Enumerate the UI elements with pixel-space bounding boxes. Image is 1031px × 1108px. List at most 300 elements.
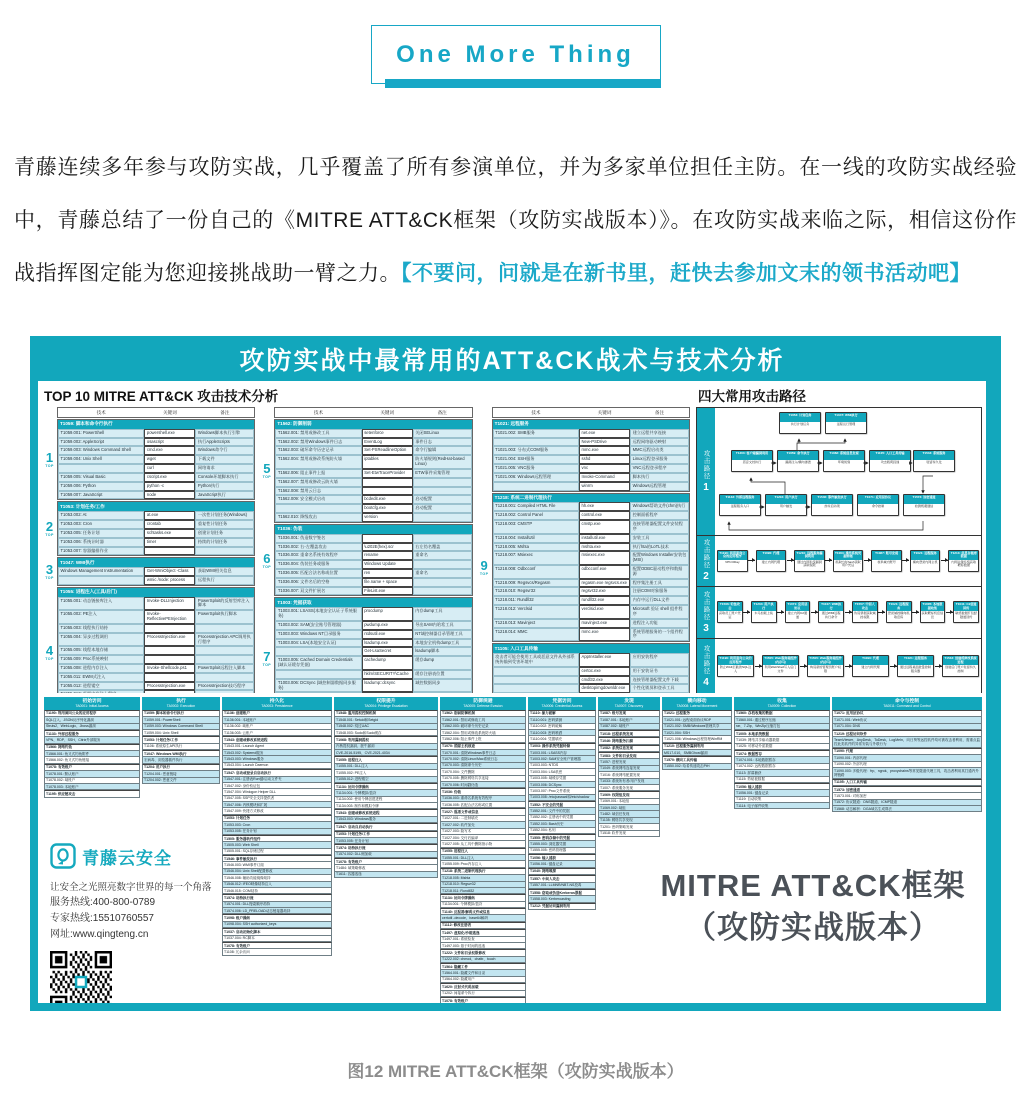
keyword-cell: version bbox=[362, 513, 413, 522]
keyword-cell: net.exe bbox=[579, 429, 630, 438]
matrix-cell: rar、7-Zip、WinZip压缩打包 bbox=[734, 724, 830, 730]
technique-cell: T1562.007: 禁用或修改云防火墙 bbox=[275, 478, 361, 487]
matrix-cell: T1560.001: 通过程序压缩 bbox=[734, 717, 830, 723]
technique-band: T1047: WMI执行 bbox=[58, 558, 254, 567]
technique-cell: T1562.006: 阻止事件上报 bbox=[275, 469, 361, 478]
top10-header-row bbox=[57, 407, 255, 418]
matrix-cell: T1090.002: 外部代理 bbox=[832, 762, 982, 768]
figure-caption: 图12 MITRE ATT&CK框架（攻防实战版本） bbox=[347, 1062, 684, 1081]
technique-row bbox=[58, 597, 254, 611]
keyword-cell: Set-PSReadlineOption bbox=[362, 446, 413, 455]
attack-path-tab bbox=[697, 639, 715, 693]
matrix-column bbox=[440, 697, 526, 1003]
top10-section-block bbox=[477, 419, 690, 492]
note-cell: 连接管理器配置文件下载 bbox=[630, 676, 689, 685]
matrix-column bbox=[662, 697, 732, 1003]
matrix-cell: T1505.001: SQL存储过程 bbox=[222, 849, 332, 855]
path-step-header: T1505: Web服务端组件(内存马) bbox=[764, 656, 797, 664]
matrix-cell: T1204.002: 恶意文件 bbox=[142, 778, 220, 784]
matrix-cell: T1204.001: 恶意链接 bbox=[142, 771, 220, 777]
path-step-box bbox=[785, 601, 811, 623]
top10-section-block bbox=[42, 587, 255, 693]
matrix-cell: T1564.002: 隐藏用户 bbox=[440, 977, 526, 983]
top10-header-cell: 技术 bbox=[96, 409, 106, 415]
keyword-cell: odbcconf.exe bbox=[579, 565, 630, 579]
top10-section-block bbox=[42, 419, 255, 500]
matrix-cell: T1552.003: Bash历史 bbox=[528, 821, 596, 827]
technique-band: T1218: 系统二进制代理执行 bbox=[493, 494, 689, 503]
flow-arrow bbox=[748, 560, 755, 561]
tactic-name-zh: 执行 bbox=[176, 698, 186, 704]
keyword-cell: node bbox=[144, 491, 195, 500]
technique-row bbox=[58, 520, 254, 529]
technique-row bbox=[493, 619, 689, 628]
tactic-name-zh: 收集 bbox=[777, 698, 787, 704]
technique-row bbox=[275, 656, 471, 670]
attack-path-content bbox=[715, 587, 981, 637]
path-step-body: 检测规避通信 bbox=[914, 504, 934, 508]
matrix-cell: CVE-2016-5195、CVE-2021-4034 bbox=[334, 750, 438, 756]
keyword-cell: regasm.exe regsvcs.exe bbox=[579, 579, 630, 588]
keyword-cell: Invoke-DLLInjection bbox=[144, 597, 195, 611]
technique-table bbox=[57, 557, 255, 585]
matrix-cell: T1049: 系统网络连接发现 bbox=[598, 766, 660, 772]
top10-column bbox=[259, 407, 472, 693]
matrix-cell: T1562: 削弱防御机制 bbox=[440, 710, 526, 717]
technique-row bbox=[58, 664, 254, 673]
matrix-cell: T1082: 系统信息发现 bbox=[598, 745, 660, 752]
path-step-body: 通过内网系统漏洞获取权限 bbox=[797, 559, 822, 568]
keyword-cell: setenforce bbox=[362, 429, 413, 438]
technique-cell: T1562.004: 禁用或修改系统防火墙 bbox=[275, 455, 361, 469]
note-cell: 缓存dump bbox=[413, 656, 472, 670]
matrix-cell: T1135: 网络共享发现 bbox=[598, 818, 660, 824]
technique-row bbox=[493, 579, 689, 588]
keyword-cell: winrm bbox=[579, 482, 630, 491]
matrix-cell: T1518: 软件发现 bbox=[598, 831, 660, 837]
note-cell bbox=[413, 587, 472, 596]
tactic-name-zh: 凭据访问 bbox=[552, 698, 572, 704]
matrix-cell: T1546.008: 辅助功能镜像劫持 bbox=[222, 875, 332, 881]
one-more-thing-badge bbox=[371, 25, 661, 84]
technique-cell: T1003.002: SAM(安全账号管理器) bbox=[275, 621, 361, 630]
path-step-box bbox=[852, 655, 889, 677]
top10-header-cell: 技术 bbox=[313, 409, 324, 415]
path-step-header: T1105: 入口工具传输 bbox=[870, 451, 910, 460]
technique-row bbox=[493, 473, 689, 482]
technique-cell: T1055.005: 线程本地存储 bbox=[58, 646, 144, 655]
matrix-cell: T1497: 虚拟化/沙箱逃逸 bbox=[440, 929, 526, 936]
matrix-cell: T1027.001: 二进制填充 bbox=[440, 816, 526, 822]
path-step-box bbox=[897, 655, 934, 677]
note-cell: 用于安装证书 bbox=[630, 667, 689, 676]
technique-row bbox=[58, 491, 254, 500]
top10-section bbox=[42, 384, 690, 693]
matrix-cell: T1562.003: 破坏命令历史记录 bbox=[440, 724, 526, 730]
matrix-cell: T1547.006: 内核模块和扩展 bbox=[222, 802, 332, 808]
keyword-cell: cscript.exe bbox=[144, 473, 195, 482]
note-cell: 获取WMI相关信息 bbox=[195, 567, 254, 576]
matrix-cell: T1071.001: Web协议 bbox=[832, 717, 982, 723]
technique-cell: T1036.002: 右-左覆盖攻击 bbox=[275, 543, 361, 552]
technique-row bbox=[493, 429, 689, 438]
keyword-cell: ProcessInjection.exe bbox=[144, 682, 195, 691]
technique-cell bbox=[493, 676, 579, 685]
top10-section-block bbox=[477, 643, 690, 693]
matrix-cell: T1136: 创建账户 bbox=[222, 710, 332, 717]
keyword-cell: Get-LsaSecret bbox=[362, 647, 413, 656]
technique-cell: T1055.009: Proc系统映射 bbox=[58, 655, 144, 664]
keyword-cell: Get-WmiObject -Class bbox=[144, 567, 195, 576]
matrix-cell: T1056: 输入捕获 bbox=[734, 783, 830, 790]
keyword-cell: curl bbox=[144, 464, 195, 473]
keyword-cell bbox=[144, 624, 195, 633]
technique-table bbox=[492, 419, 690, 492]
technique-cell: T1003.006: DCSync (域控制器数据同步服务) bbox=[275, 679, 361, 693]
path-step-body: 构造新的管理员账户权限 bbox=[810, 665, 841, 673]
path-step-body: 抓取内存hash读取用户凭证 bbox=[835, 559, 861, 568]
keyword-cell: hh.exe bbox=[579, 502, 630, 511]
technique-band: T1059: 脚本和命令行执行 bbox=[58, 420, 254, 429]
technique-cell bbox=[493, 438, 579, 447]
tactic-name-zh: 防御规避 bbox=[473, 698, 493, 704]
matrix-cell: T1210: 远程服务漏洞利用 bbox=[662, 743, 732, 750]
matrix-cell: T1110: 暴力破解 bbox=[528, 710, 596, 717]
matrix-cell: T1110.002: 密码破解 bbox=[528, 724, 596, 730]
top10-section-block bbox=[259, 597, 472, 693]
technique-cell: T1059.001: PowerShell bbox=[58, 429, 144, 438]
path-step-header: T1210: 远程服务漏洞利用 bbox=[796, 550, 823, 559]
matrix-cell: T1546.015: COM劫持 bbox=[222, 888, 332, 894]
matrix-cell: T1484: 域策略修改 bbox=[334, 865, 438, 871]
matrix-cell: T1548.001: Setuid和Setgid bbox=[334, 717, 438, 723]
technique-row bbox=[275, 587, 471, 596]
matrix-cell: T1105: 入口工具传输 bbox=[832, 779, 982, 786]
matrix-cell: T1070.002: 清除Linux/Mac系统日志 bbox=[440, 756, 526, 762]
technique-row bbox=[58, 673, 254, 682]
matrix-cell: T1552.001: 文件中的凭据 bbox=[528, 808, 596, 814]
matrix-cell: T1547.001: 注册表Run键/启动文件夹 bbox=[222, 777, 332, 783]
path-step-header: T1557: 中间人攻击 bbox=[854, 602, 875, 610]
technique-cell bbox=[275, 504, 361, 513]
note-cell: 重命名 bbox=[413, 569, 472, 578]
matrix-cell: T1059.001: PowerShell bbox=[142, 717, 220, 723]
matrix-cell: T1003.005: 域缓存凭据 bbox=[528, 776, 596, 782]
path-step-box bbox=[852, 601, 878, 623]
technique-cell bbox=[493, 482, 579, 491]
top-rank-number: 5 bbox=[263, 461, 271, 477]
matrix-cell: T1016: 系统网络配置发现 bbox=[598, 772, 660, 778]
technique-row bbox=[58, 682, 254, 691]
matrix-cell: T1027.004: 交付后编译 bbox=[440, 835, 526, 841]
matrix-cell: T1564: 隐藏工件 bbox=[440, 963, 526, 970]
note-cell: 进程注入功能 bbox=[630, 619, 689, 628]
top10-header-cell: 关键词 bbox=[597, 409, 612, 415]
note-cell: 启动配置 bbox=[413, 495, 472, 504]
technique-cell: 攻击者可能会使用工具或恶意文件从外部系统传输到受害环境中 bbox=[493, 653, 579, 667]
keyword-cell: control.exe bbox=[579, 511, 630, 520]
keyword-cell: iptables bbox=[362, 455, 413, 469]
technique-cell: Windows Management Instrumentation bbox=[58, 567, 144, 576]
note-cell: 域控数据同步 bbox=[413, 679, 472, 693]
matrix-cell: T1055.009: Proc内存注入 bbox=[440, 861, 526, 867]
matrix-cell: 内核提权漏洞、脏牛漏洞 bbox=[334, 744, 438, 750]
technique-cell: T1055.012: 进程镂空 bbox=[58, 682, 144, 691]
matrix-cell: T1027.003: 隐写术 bbox=[440, 829, 526, 835]
keyword-cell: Invoke-ReflectivePEInjection bbox=[144, 610, 195, 624]
note-cell: Python执行 bbox=[195, 482, 254, 491]
matrix-cell: T1056.001: 键盘记录 bbox=[734, 790, 830, 796]
path-step-box bbox=[794, 550, 825, 572]
note-cell: 连接管理器配置文件安装程序 bbox=[630, 520, 689, 534]
matrix-cell: T1222.002: chmod、chattr、touch bbox=[440, 957, 526, 963]
matrix-cell: T1548.002: 绕过UAC bbox=[334, 724, 438, 730]
path-step-body: 用户触发 bbox=[779, 504, 793, 508]
path-step-header: T1041: C2信道回传 bbox=[955, 602, 977, 610]
matrix-cell: T1562.006: 阻止事件上报 bbox=[440, 736, 526, 742]
qingteng-logo-icon bbox=[50, 843, 76, 869]
matrix-cell: T1547: 启动或登录自启动执行 bbox=[222, 769, 332, 776]
matrix-cell: T1566: 网络钓鱼 bbox=[44, 744, 140, 751]
matrix-cell: MS17-010、SMBGhost漏洞 bbox=[662, 750, 732, 756]
technique-cell bbox=[275, 670, 361, 679]
top10-section-block bbox=[477, 493, 690, 643]
matrix-cell: T1056.001: 键盘记录 bbox=[528, 861, 596, 867]
matrix-cell: T1136.002: 域账户 bbox=[222, 724, 332, 730]
note-cell: Console环境脚本执行 bbox=[195, 473, 254, 482]
technique-row bbox=[275, 487, 471, 496]
top-rank-label: TOP bbox=[45, 533, 54, 538]
technique-row bbox=[493, 446, 689, 455]
note-cell: 安装工具 bbox=[630, 534, 689, 543]
matrix-column-header bbox=[334, 697, 438, 710]
tactic-name-en: TA0004: Privilege Escalation bbox=[364, 704, 408, 709]
one-more-thing-label: One More Thing bbox=[396, 40, 635, 68]
top-rank-badge bbox=[477, 643, 492, 693]
technique-row bbox=[493, 534, 689, 543]
matrix-cell: T1558: 窃取或伪造Kerberos票据 bbox=[528, 889, 596, 896]
matrix-cell: T1112: 修改注册表 bbox=[440, 922, 526, 929]
matrix-cell: T1505: 服务器软件组件 bbox=[222, 835, 332, 842]
note-cell: 启动配置 bbox=[413, 504, 472, 513]
note-cell: 右左伪名覆盖 bbox=[413, 543, 472, 552]
matrix-cell: T1087.002: 域账户 bbox=[598, 724, 660, 730]
path-step-box bbox=[910, 550, 941, 572]
note-cell bbox=[195, 673, 254, 682]
technique-cell: T1059.003: Windows Command Shell bbox=[58, 446, 144, 455]
technique-cell: T1059.004: Unix Shell bbox=[58, 455, 144, 464]
attack-path-tab-label: 攻击路径 bbox=[702, 590, 710, 621]
note-cell: 创建计划任务 bbox=[195, 529, 254, 538]
matrix-column-header bbox=[832, 697, 982, 710]
technique-band: T1105: 入口工具传输 bbox=[493, 644, 689, 653]
matrix-cell: T1090.001: 内部代理 bbox=[832, 755, 982, 761]
matrix-cell: T1136.001: 本地账户 bbox=[222, 717, 332, 723]
path1-flowchart bbox=[717, 410, 979, 533]
keyword-cell: Invoke-Shellcode.ps1 bbox=[144, 664, 195, 673]
flow-arrow bbox=[890, 666, 897, 667]
technique-cell: T1055.004: 异步过程调用 bbox=[58, 633, 144, 647]
keyword-cell: hklm\SECURITY\Cache bbox=[362, 670, 413, 679]
matrix-cell: T1053: 计划任务 bbox=[222, 815, 332, 822]
keyword-cell: desktopimgdownldr.exe bbox=[579, 684, 630, 693]
technique-cell: T1003.001: LSASS(本地安全认证子系统服务) bbox=[275, 607, 361, 621]
path-step-header: T1059: 命令执行 bbox=[778, 451, 818, 460]
path-step-header: T1190: 利用面向公众的应用程序 bbox=[719, 550, 746, 559]
technique-table bbox=[274, 524, 472, 597]
top10-section-block bbox=[259, 524, 472, 597]
note-cell: 一次性计划任务(Windows) bbox=[195, 511, 254, 520]
technique-row bbox=[275, 495, 471, 504]
keyword-cell: msiexec.exe bbox=[579, 551, 630, 565]
flow-arrow bbox=[946, 612, 953, 613]
matrix-cell: T1078.003: 本地账户 bbox=[44, 784, 140, 790]
path-step-header: T1546: 事件触发执行 bbox=[812, 495, 852, 504]
technique-row bbox=[58, 646, 254, 655]
top-rank-badge bbox=[42, 587, 57, 693]
technique-row bbox=[493, 667, 689, 676]
keyword-cell: FileList.exe bbox=[362, 587, 413, 596]
flow-arrow bbox=[800, 666, 807, 667]
note-cell: PowerSploit的反射型库注入脚本 bbox=[195, 597, 254, 611]
matrix-cell: T1219: 远程访问软件 bbox=[832, 730, 982, 737]
attack-paths-section bbox=[696, 384, 982, 693]
paragraph-highlight: 【不要问，问就是在新书里，赶快去参加文末的领书活动吧】 bbox=[401, 262, 971, 285]
top10-header-cell: 技术 bbox=[531, 409, 541, 415]
technique-cell: T1562.001: 禁用或修改工具 bbox=[275, 429, 361, 438]
path-step-header: T1573: 加密通道 bbox=[904, 495, 944, 504]
intro-paragraph bbox=[14, 141, 1017, 300]
technique-row bbox=[58, 538, 254, 547]
note-cell: 重命名 bbox=[413, 551, 472, 560]
matrix-cell: VPN、RDP、SSH、Citrix外部服务 bbox=[44, 737, 140, 743]
path-step-box bbox=[717, 601, 743, 623]
note-cell: 脚本执行 bbox=[630, 473, 689, 482]
matrix-cell: T1114: 电子邮件收集 bbox=[734, 803, 830, 809]
path-step-header: T1082: 系统信息发现 bbox=[824, 451, 864, 460]
top-section bbox=[38, 381, 986, 693]
technique-cell bbox=[58, 576, 144, 585]
keyword-cell: cachedump bbox=[362, 656, 413, 670]
note-cell: 应用安装程序 bbox=[630, 653, 689, 667]
technique-cell: T1036.006: 文件名后的空格 bbox=[275, 578, 361, 587]
top-rank-label: TOP bbox=[45, 576, 54, 581]
matrix-cell: T1195: 供应链攻击 bbox=[44, 790, 140, 797]
keyword-cell: at.exe bbox=[144, 511, 195, 520]
path-step-header: T1543: 系统服务 bbox=[914, 451, 954, 460]
top10-header-cell: 关键词 bbox=[380, 409, 395, 415]
matrix-cell: T1078: 有效账户 bbox=[334, 858, 438, 865]
keyword-cell: schtasks.exe bbox=[144, 529, 195, 538]
matrix-cell: T1025: 可移动介质数据 bbox=[734, 744, 830, 750]
matrix-cell: T1053.005: 任务计划 bbox=[222, 829, 332, 835]
tactic-name-zh: 横向移动 bbox=[687, 698, 707, 704]
attack-path-content bbox=[715, 639, 981, 693]
top-rank-label: TOP bbox=[262, 475, 272, 480]
technique-cell: T1562.009: 安全模式启动 bbox=[275, 495, 361, 504]
technique-row bbox=[493, 565, 689, 579]
keyword-cell bbox=[362, 534, 413, 543]
path-step-header: T1090: 代理 bbox=[757, 551, 786, 560]
note-cell bbox=[195, 655, 254, 664]
matrix-cell: T1547.009: 快捷方式修改 bbox=[222, 808, 332, 814]
matrix-column-header bbox=[222, 697, 332, 710]
technique-cell: T1003.004: LSA(本地安全认证) bbox=[275, 639, 361, 648]
matrix-cell: T1003.003: NTDS bbox=[528, 763, 596, 769]
technique-cell: T1218.009: Regsvcs/Regasm bbox=[493, 579, 579, 588]
technique-row bbox=[275, 513, 471, 522]
note-cell: 系统管理服务的一个组件程序 bbox=[630, 628, 689, 642]
tactic-name-zh: 持久化 bbox=[269, 698, 285, 704]
keyword-cell: rundll32.exe bbox=[579, 596, 630, 605]
matrix-cell: T1056: 输入捕获 bbox=[528, 854, 596, 861]
matrix-cell: T1202: 间接命令执行 bbox=[440, 991, 526, 997]
keyword-cell: Windows Update bbox=[362, 560, 413, 569]
matrix-cell: T1566.002: 鱼叉式钓鱼链接 bbox=[44, 757, 140, 763]
note-cell: 事件日志 bbox=[413, 438, 472, 447]
attack-path-number: 1 bbox=[703, 481, 709, 493]
matrix-cell: T1115: 剪贴板数据 bbox=[734, 777, 830, 783]
keyword-cell: lsadump::dcsync bbox=[362, 679, 413, 693]
technique-row bbox=[58, 464, 254, 473]
top10-title: TOP 10 MITRE ATT&CK 攻击技术分析 bbox=[44, 389, 279, 404]
flow-arrow bbox=[864, 560, 871, 561]
path-step-header: T1204: 用户执行 bbox=[766, 495, 806, 504]
technique-row bbox=[275, 504, 471, 513]
attack-path-tab-label: 攻击路径 bbox=[702, 539, 710, 570]
matrix-cell: T1027.002: 软件加壳 bbox=[440, 822, 526, 828]
technique-table bbox=[57, 587, 255, 693]
technique-table bbox=[57, 419, 255, 500]
matrix-column bbox=[528, 697, 596, 1003]
matrix-cell: T1078: 有效账户 bbox=[44, 764, 140, 771]
attack-path-content bbox=[715, 408, 981, 535]
technique-band: T1055: 进程注入(工具/后门) bbox=[58, 588, 254, 597]
note-cell bbox=[413, 513, 472, 522]
technique-cell: T1036.007: 双文件扩展名 bbox=[275, 587, 361, 596]
path-step-body: 木马加载上线 bbox=[754, 611, 773, 616]
technique-row bbox=[58, 446, 254, 455]
note-cell: JavaScript执行 bbox=[195, 491, 254, 500]
keyword-cell bbox=[144, 547, 195, 556]
matrix-cell: T1547: 启动自启动执行 bbox=[334, 823, 438, 830]
matrix-cell: T1003.007: Proc文件系统 bbox=[528, 788, 596, 794]
matrix-cell: T1070.006: 时间戳伪造 bbox=[440, 782, 526, 788]
qr-code bbox=[50, 951, 112, 1003]
keyword-cell: wget bbox=[144, 455, 195, 464]
matrix-cell: T1070.005: 删除网络共享连接 bbox=[440, 776, 526, 782]
technique-table bbox=[492, 493, 690, 643]
attck-infographic bbox=[30, 336, 1001, 1011]
matrix-cell: T1055.001: DLL注入 bbox=[440, 855, 526, 861]
path-step-body: 伪造票据获取域控权限 bbox=[854, 611, 876, 619]
keyword-cell: EventLog bbox=[362, 438, 413, 447]
technique-cell: T1036.001: 伪造数字签名 bbox=[275, 534, 361, 543]
technique-cell: T1036.003: 重命名系统有效程序 bbox=[275, 551, 361, 560]
technique-cell: T1053.007: 容器编排作业 bbox=[58, 547, 144, 556]
path-step-box bbox=[756, 550, 787, 572]
matrix-cell: T1546: 事件触发执行 bbox=[222, 855, 332, 862]
technique-row bbox=[58, 547, 254, 556]
matrix-cell: T1134.001: 令牌模拟/盗窃 bbox=[440, 902, 526, 908]
keyword-cell: osascript bbox=[144, 438, 195, 447]
technique-band: T1562: 防御削弱 bbox=[275, 420, 471, 429]
matrix-cell: T1053: 计划任务/工作 bbox=[334, 831, 438, 838]
note-cell: ETW事件采集管理 bbox=[413, 469, 472, 478]
service-hotline: 服务热线:400-800-0789 bbox=[50, 897, 156, 908]
matrix-cell: T1573: 加密通道 bbox=[832, 786, 982, 793]
big-title-line2: （攻防实战版本） bbox=[685, 909, 941, 945]
